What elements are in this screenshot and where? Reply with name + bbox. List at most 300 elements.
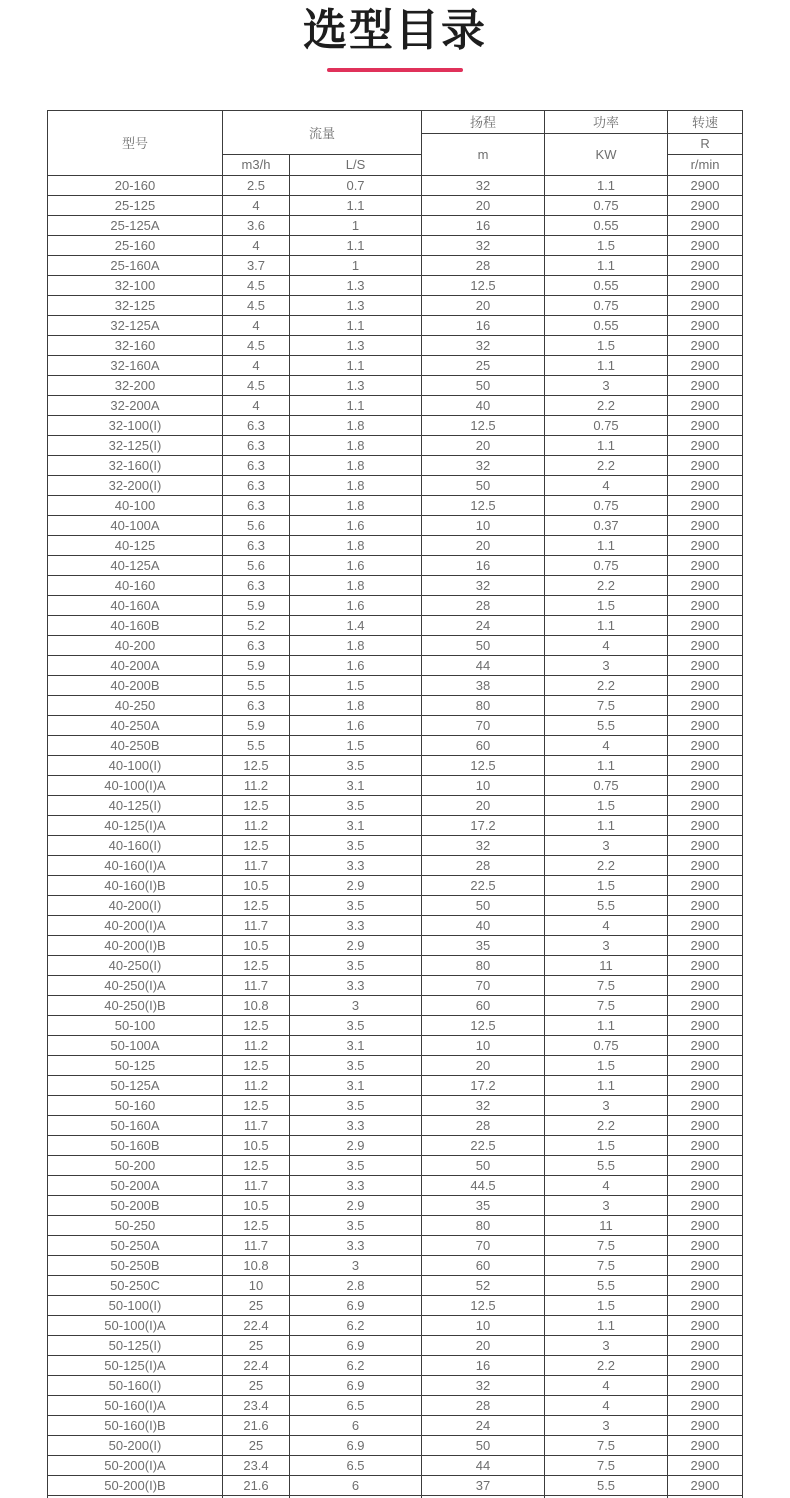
cell-power-kw: 1.1 [545,615,668,635]
cell-flow-m3h: 12.5 [223,1215,290,1235]
cell-flow-ls: 1.8 [290,635,422,655]
cell-model: 50-160(I)A [48,1395,223,1415]
cell-flow-ls: 6 [290,1475,422,1495]
table-row [48,215,743,235]
table-row [48,235,743,255]
cell-flow-ls: 6.2 [290,1355,422,1375]
cell-model: 40-160(I)B [48,875,223,895]
table-row [48,835,743,855]
cell-head-m: 28 [422,595,545,615]
cell-model: 50-200 [48,1155,223,1175]
cell-speed-rpm: 2900 [668,1115,743,1135]
cell-speed-rpm: 2900 [668,1315,743,1335]
cell-power-kw: 7.5 [545,1255,668,1275]
cell-speed-rpm: 2900 [668,1295,743,1315]
cell-flow-m3h: 5.9 [223,655,290,675]
cell-flow-ls: 6.9 [290,1335,422,1355]
cell-speed-rpm: 2900 [668,415,743,435]
cell-flow-ls: 6.9 [290,1295,422,1315]
cell-flow-m3h: 12.5 [223,835,290,855]
cell-model: 25-160 [48,235,223,255]
cell-speed-rpm: 2900 [668,755,743,775]
cell-speed-rpm: 2900 [668,175,743,195]
table-row [48,1155,743,1175]
cell-head-m: 12.5 [422,495,545,515]
table-row [48,775,743,795]
selection-table [47,110,743,1498]
cell-flow-ls: 1.1 [290,355,422,375]
cell-flow-ls: 1.6 [290,555,422,575]
cell-head-m: 12.5 [422,1295,545,1315]
cell-flow-m3h: 11.7 [223,915,290,935]
table-row [48,755,743,775]
cell-model: 50-200(I) [48,1435,223,1455]
col-header-power-unit: KW [545,133,668,175]
table-row [48,455,743,475]
table-row [48,1135,743,1155]
cell-flow-m3h: 11.7 [223,855,290,875]
cell-model: 50-100 [48,1015,223,1035]
cell-power-kw: 1.5 [545,335,668,355]
cell-power-kw: 1.1 [545,815,668,835]
table-row [48,475,743,495]
cell-flow-ls: 2.9 [290,875,422,895]
cell-power-kw: 1.5 [545,595,668,615]
table-row [48,1275,743,1295]
cell-flow-ls: 3.1 [290,815,422,835]
cell-flow-m3h: 2.5 [223,175,290,195]
cell-speed-rpm: 2900 [668,1375,743,1395]
cell-model: 50-100A [48,1035,223,1055]
cell-speed-rpm: 2900 [668,1075,743,1095]
cell-power-kw: 2.2 [545,855,668,875]
cell-flow-ls: 1.3 [290,295,422,315]
cell-flow-m3h: 3.7 [223,255,290,275]
cell-speed-rpm: 2900 [668,575,743,595]
cell-power-kw: 3 [545,835,668,855]
table-row [48,1315,743,1335]
cell-flow-m3h: 12.5 [223,955,290,975]
table-row [48,555,743,575]
col-header-speed-unit-r: R [668,133,743,154]
cell-model: 25-160A [48,255,223,275]
cell-power-kw: 1.1 [545,355,668,375]
cell-speed-rpm: 2900 [668,695,743,715]
col-header-model: 型号 [48,110,223,175]
cell-head-m: 60 [422,995,545,1015]
cell-model: 40-100(I)A [48,775,223,795]
cell-speed-rpm: 2900 [668,435,743,455]
cell-flow-ls: 6.9 [290,1375,422,1395]
cell-speed-rpm: 2900 [668,615,743,635]
cell-flow-m3h: 11.2 [223,1075,290,1095]
cell-flow-m3h: 6.3 [223,455,290,475]
cell-speed-rpm: 2900 [668,495,743,515]
cell-power-kw: 2.2 [545,455,668,475]
cell-power-kw: 2.2 [545,1115,668,1135]
cell-flow-ls: 1.8 [290,435,422,455]
cell-power-kw: 7.5 [545,1435,668,1455]
cell-model: 40-250B [48,735,223,755]
cell-model: 50-200A [48,1175,223,1195]
cell-speed-rpm: 2900 [668,715,743,735]
col-header-speed-unit-rmin: r/min [668,154,743,175]
cell-flow-m3h: 3.6 [223,215,290,235]
cell-speed-rpm: 2900 [668,1175,743,1195]
cell-model: 32-200A [48,395,223,415]
cell-flow-ls: 1.3 [290,275,422,295]
cell-head-m: 10 [422,515,545,535]
cell-flow-ls: 3.5 [290,755,422,775]
cell-model: 25-125A [48,215,223,235]
cell-speed-rpm: 2900 [668,1195,743,1215]
col-header-head: 扬程 [422,110,545,133]
cell-head-m: 50 [422,635,545,655]
table-row [48,995,743,1015]
cell-head-m: 10 [422,775,545,795]
cell-head-m: 32 [422,1095,545,1115]
cell-head-m: 16 [422,215,545,235]
cell-flow-ls: 1.5 [290,675,422,695]
cell-head-m: 70 [422,975,545,995]
cell-speed-rpm: 2900 [668,775,743,795]
cell-power-kw: 3 [545,935,668,955]
cell-model: 40-200B [48,675,223,695]
cell-flow-m3h: 12.5 [223,895,290,915]
cell-flow-m3h: 6.3 [223,575,290,595]
cell-power-kw: 7.5 [545,695,668,715]
cell-power-kw: 3 [545,1415,668,1435]
cell-speed-rpm: 2900 [668,1015,743,1035]
cell-power-kw: 1.1 [545,435,668,455]
cell-speed-rpm: 2900 [668,555,743,575]
cell-model: 32-160(I) [48,455,223,475]
table-row [48,1375,743,1395]
cell-speed-rpm: 2900 [668,1455,743,1475]
cell-model: 40-160(I) [48,835,223,855]
table-row [48,1435,743,1455]
cell-power-kw: 5.5 [545,1275,668,1295]
cell-speed-rpm: 2900 [668,935,743,955]
table-row [48,335,743,355]
cell-head-m: 44 [422,1455,545,1475]
cell-flow-ls: 6.5 [290,1455,422,1475]
table-row [48,815,743,835]
cell-power-kw: 0.55 [545,215,668,235]
cell-speed-rpm: 2900 [668,475,743,495]
cell-power-kw: 0.75 [545,555,668,575]
cell-flow-m3h: 11.7 [223,1115,290,1135]
cell-head-m: 35 [422,935,545,955]
cell-power-kw: 0.55 [545,315,668,335]
table-row [48,435,743,455]
cell-speed-rpm: 2900 [668,655,743,675]
cell-flow-ls: 3.3 [290,975,422,995]
cell-flow-ls: 3.5 [290,955,422,975]
cell-model: 40-200(I) [48,895,223,915]
cell-head-m: 60 [422,1255,545,1275]
cell-speed-rpm: 2900 [668,395,743,415]
cell-head-m: 22.5 [422,875,545,895]
cell-head-m: 17.2 [422,815,545,835]
cell-model: 32-125 [48,295,223,315]
cell-speed-rpm: 2900 [668,1475,743,1495]
cell-flow-m3h: 12.5 [223,1015,290,1035]
cell-flow-m3h: 23.4 [223,1455,290,1475]
cell-power-kw: 7.5 [545,1235,668,1255]
cell-speed-rpm: 2900 [668,995,743,1015]
cell-speed-rpm: 2900 [668,1215,743,1235]
cell-power-kw: 4 [545,915,668,935]
cell-power-kw: 0.75 [545,415,668,435]
cell-flow-ls: 1.8 [290,475,422,495]
cell-model: 40-250 [48,695,223,715]
cell-head-m: 32 [422,235,545,255]
cell-power-kw: 7.5 [545,995,668,1015]
cell-head-m: 28 [422,1395,545,1415]
cell-head-m: 40 [422,915,545,935]
table-row [48,1255,743,1275]
cell-flow-m3h: 11.7 [223,1235,290,1255]
cell-model: 50-100(I) [48,1295,223,1315]
table-row [48,415,743,435]
cell-flow-ls: 6.5 [290,1395,422,1415]
cell-power-kw: 4 [545,1175,668,1195]
table-row [48,195,743,215]
cell-power-kw: 1.1 [545,255,668,275]
cell-power-kw: 3 [545,655,668,675]
cell-head-m: 32 [422,1375,545,1395]
cell-flow-m3h: 12.5 [223,1055,290,1075]
cell-speed-rpm: 2900 [668,795,743,815]
cell-speed-rpm: 2900 [668,1355,743,1375]
cell-head-m: 32 [422,335,545,355]
cell-model: 40-200A [48,655,223,675]
cell-power-kw: 1.5 [545,1135,668,1155]
table-row [48,895,743,915]
cell-head-m: 20 [422,535,545,555]
table-row [48,1055,743,1075]
cell-model: 32-200 [48,375,223,395]
cell-model: 50-125(I) [48,1335,223,1355]
cell-speed-rpm: 2900 [668,1335,743,1355]
cell-head-m: 60 [422,735,545,755]
table-header [48,110,743,175]
table-row [48,515,743,535]
cell-model: 40-200(I)B [48,935,223,955]
cell-flow-m3h: 5.2 [223,615,290,635]
cell-flow-m3h: 6.3 [223,695,290,715]
cell-speed-rpm: 2900 [668,1255,743,1275]
cell-flow-ls: 2.9 [290,1195,422,1215]
cell-flow-ls: 1.8 [290,415,422,435]
cell-power-kw: 2.2 [545,675,668,695]
cell-head-m: 20 [422,1335,545,1355]
cell-head-m: 80 [422,695,545,715]
table-row [48,795,743,815]
cell-flow-ls: 3 [290,1255,422,1275]
table-body [48,175,743,1498]
cell-flow-ls: 1.3 [290,335,422,355]
table-row [48,1175,743,1195]
cell-speed-rpm: 2900 [668,1275,743,1295]
cell-power-kw: 0.75 [545,495,668,515]
cell-flow-m3h: 6.3 [223,475,290,495]
cell-model: 20-160 [48,175,223,195]
cell-head-m: 28 [422,255,545,275]
cell-power-kw: 3 [545,1095,668,1115]
cell-speed-rpm: 2900 [668,815,743,835]
cell-flow-ls: 1.1 [290,235,422,255]
cell-flow-ls: 3.3 [290,1115,422,1135]
cell-flow-m3h: 6.3 [223,535,290,555]
cell-head-m: 28 [422,1115,545,1135]
cell-speed-rpm: 2900 [668,335,743,355]
cell-power-kw: 1.5 [545,1295,668,1315]
cell-flow-ls: 3.5 [290,1015,422,1035]
cell-model: 32-100 [48,275,223,295]
cell-model: 40-160B [48,615,223,635]
table-row [48,1015,743,1035]
cell-speed-rpm: 2900 [668,955,743,975]
table-row [48,535,743,555]
cell-model: 40-125A [48,555,223,575]
title-underline [327,68,463,72]
cell-model: 40-125 [48,535,223,555]
cell-flow-m3h: 11.2 [223,775,290,795]
table-row [48,1075,743,1095]
cell-speed-rpm: 2900 [668,735,743,755]
cell-model: 40-200 [48,635,223,655]
cell-head-m: 12.5 [422,755,545,775]
cell-flow-ls: 1 [290,215,422,235]
cell-head-m: 22.5 [422,1135,545,1155]
table-row [48,635,743,655]
cell-speed-rpm: 2900 [668,595,743,615]
cell-head-m: 12.5 [422,1015,545,1035]
cell-model: 40-125(I)A [48,815,223,835]
table-row [48,915,743,935]
table-row [48,1415,743,1435]
cell-flow-m3h: 4.5 [223,375,290,395]
cell-flow-ls: 1.1 [290,395,422,415]
cell-power-kw: 1.5 [545,795,668,815]
cell-flow-ls: 3.3 [290,1175,422,1195]
cell-power-kw: 1.5 [545,875,668,895]
cell-speed-rpm: 2900 [668,455,743,475]
cell-flow-ls: 6.2 [290,1315,422,1335]
cell-flow-m3h: 11.7 [223,975,290,995]
table-row [48,1095,743,1115]
cell-flow-m3h: 11.2 [223,815,290,835]
cell-flow-ls: 3 [290,995,422,1015]
cell-model: 50-250 [48,1215,223,1235]
cell-flow-ls: 3.1 [290,1075,422,1095]
table-row [48,1195,743,1215]
table-row [48,575,743,595]
cell-flow-m3h: 25 [223,1295,290,1315]
table-row [48,715,743,735]
table-row [48,615,743,635]
cell-flow-m3h: 23.4 [223,1395,290,1415]
cell-speed-rpm: 2900 [668,235,743,255]
table-row [48,1475,743,1495]
cell-head-m: 24 [422,1415,545,1435]
cell-model: 32-100(I) [48,415,223,435]
cell-power-kw: 11 [545,955,668,975]
cell-speed-rpm: 2900 [668,535,743,555]
cell-flow-ls: 3.5 [290,1095,422,1115]
page-title: 选型目录 [303,6,487,55]
cell-head-m: 16 [422,1355,545,1375]
cell-head-m: 32 [422,455,545,475]
col-header-flow-m3h: m3/h [223,154,290,175]
table-row [48,255,743,275]
cell-speed-rpm: 2900 [668,515,743,535]
cell-speed-rpm: 2900 [668,1395,743,1415]
table-row [48,1235,743,1255]
cell-flow-ls: 1.8 [290,695,422,715]
cell-flow-m3h: 5.5 [223,735,290,755]
table-row [48,1115,743,1135]
cell-speed-rpm: 2900 [668,195,743,215]
cell-flow-m3h: 22.4 [223,1315,290,1335]
cell-power-kw: 1.1 [545,1075,668,1095]
cell-flow-m3h: 10.5 [223,935,290,955]
cell-head-m: 32 [422,175,545,195]
cell-speed-rpm: 2900 [668,875,743,895]
cell-flow-ls: 3.3 [290,915,422,935]
cell-head-m: 80 [422,1215,545,1235]
cell-model: 32-125A [48,315,223,335]
table-row [48,275,743,295]
cell-speed-rpm: 2900 [668,1155,743,1175]
cell-model: 50-200B [48,1195,223,1215]
cell-model: 32-160A [48,355,223,375]
cell-model: 40-250(I)A [48,975,223,995]
cell-model: 50-200(I)B [48,1475,223,1495]
cell-power-kw: 0.75 [545,775,668,795]
cell-model: 40-250(I)B [48,995,223,1015]
cell-flow-m3h: 11.2 [223,1035,290,1055]
col-header-flow-ls: L/S [290,154,422,175]
cell-power-kw: 4 [545,475,668,495]
cell-speed-rpm: 2900 [668,635,743,655]
cell-head-m: 12.5 [422,275,545,295]
cell-speed-rpm: 2900 [668,975,743,995]
cell-flow-m3h: 22.4 [223,1355,290,1375]
cell-model: 40-100A [48,515,223,535]
cell-flow-m3h: 10.5 [223,1195,290,1215]
cell-head-m: 25 [422,355,545,375]
cell-speed-rpm: 2900 [668,915,743,935]
cell-head-m: 20 [422,1055,545,1075]
table-row [48,1215,743,1235]
cell-flow-ls: 3.1 [290,775,422,795]
table-row [48,695,743,715]
cell-flow-ls: 1.5 [290,735,422,755]
cell-head-m: 20 [422,295,545,315]
cell-power-kw: 2.2 [545,395,668,415]
cell-speed-rpm: 2900 [668,295,743,315]
cell-flow-m3h: 12.5 [223,1095,290,1115]
cell-model: 32-160 [48,335,223,355]
cell-power-kw: 3 [545,1195,668,1215]
cell-model: 40-160A [48,595,223,615]
cell-model: 40-160 [48,575,223,595]
cell-flow-ls: 6 [290,1415,422,1435]
cell-model: 40-250(I) [48,955,223,975]
